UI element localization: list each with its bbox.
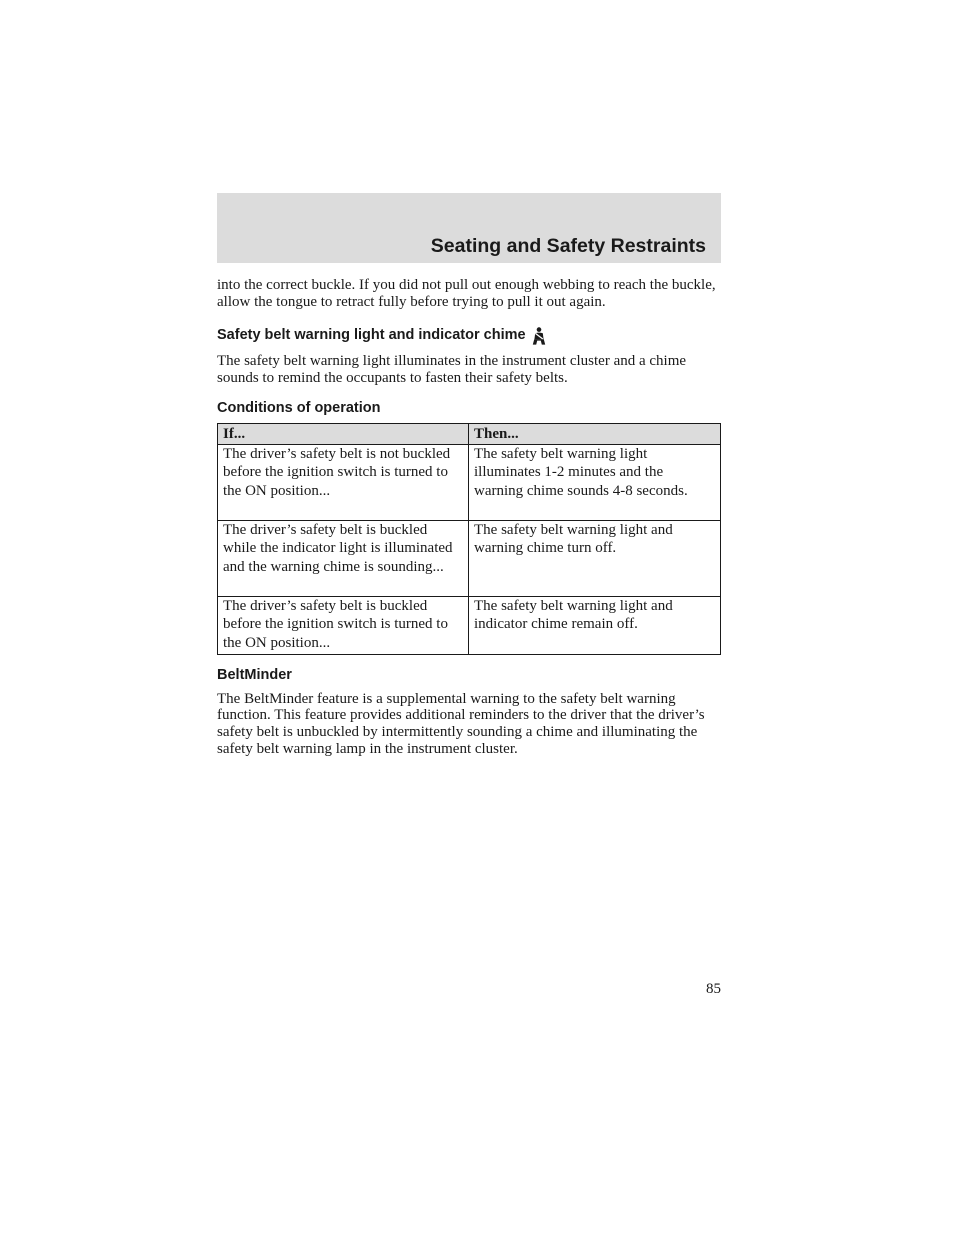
beltminder-paragraph: The BeltMinder feature is a supplemental warning to the safety belt warning function. This feature provides additional reminders to the driver that the driver’s safety belt is unbuckled by intermittently sounding a chime and illuminating the safety belt warning lamp in the instrument cluster.	[217, 690, 705, 757]
table-cell-then: The safety belt warning light illuminates 1-2 minutes and the warning chime sounds 4-8 seconds.	[469, 444, 721, 520]
section-header-band	[217, 193, 721, 263]
table-row	[218, 444, 721, 520]
conditions-table	[217, 423, 721, 655]
table-cell-if: The driver’s safety belt is buckled while the indicator light is illuminated and the warning chime is sounding...	[218, 520, 469, 596]
intro-paragraph: into the correct buckle. If you did not pull out enough webbing to reach the buckle, allow the tongue to retract fully before trying to pull it out again.	[217, 277, 716, 310]
beltminder-heading: BeltMinder	[217, 666, 292, 683]
table-header-row	[218, 423, 721, 444]
table-cell-if: The driver’s safety belt is not buckled before the ignition switch is turned to the ON position...	[218, 444, 469, 520]
conditions-heading: Conditions of operation	[217, 399, 381, 416]
table-header-if: If...	[218, 423, 469, 444]
table-row	[218, 596, 721, 654]
table-cell-then: The safety belt warning light and indicator chime remain off.	[469, 596, 721, 654]
warning-light-heading	[217, 326, 721, 344]
page-number: 85	[706, 981, 721, 997]
page-content	[217, 277, 721, 757]
warning-light-heading-text: Safety belt warning light and indicator chime	[217, 327, 526, 344]
table-header-then: Then...	[469, 423, 721, 444]
warning-light-paragraph: The safety belt warning light illuminates in the instrument cluster and a chime sounds to remind the occupants to fasten their safety belts.	[217, 353, 687, 387]
seatbelt-icon	[532, 327, 546, 345]
section-title: Seating and Safety Restraints	[430, 235, 706, 257]
table-cell-then: The safety belt warning light and warning chime turn off.	[469, 520, 721, 596]
table-row	[218, 520, 721, 596]
table-cell-if: The driver’s safety belt is buckled before the ignition switch is turned to the ON position...	[218, 596, 469, 654]
